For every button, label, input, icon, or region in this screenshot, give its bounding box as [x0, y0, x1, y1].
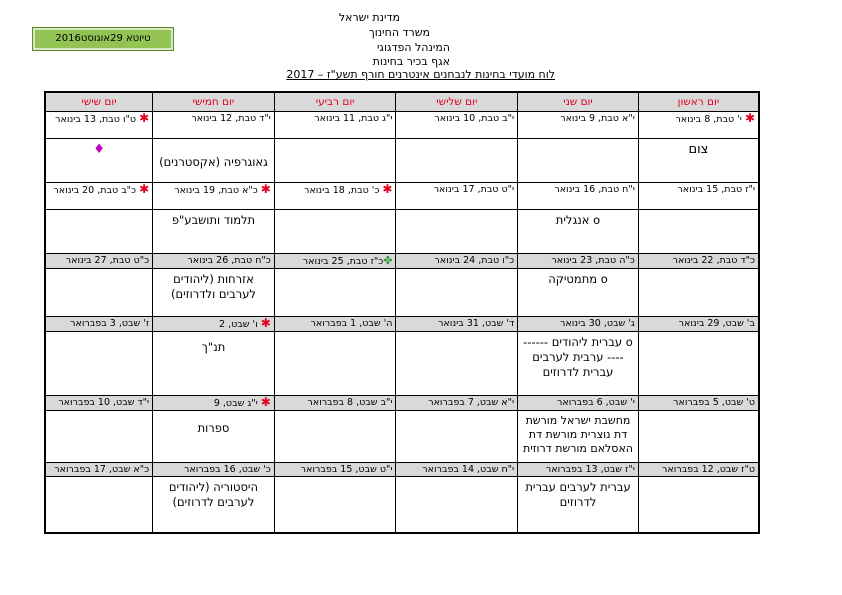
header-line-pedagogic: המינהל הפדגוגי — [376, 41, 450, 54]
subject-cell — [274, 210, 396, 254]
star-icon: ✱ — [139, 182, 150, 196]
subject-cell: מחשבת ישראל מורשת דת נוצרית מורשת דת האסלאם מורשת דרוזית — [518, 411, 639, 463]
day-header: יום ראשון — [638, 92, 759, 112]
subject-cell — [638, 210, 759, 254]
star-icon: ✱ — [139, 111, 150, 125]
date-cell: ✱כ"ב טבת, 20 בינואר — [45, 183, 153, 210]
date-cell: ✱כ' טבת, 18 בינואר — [274, 183, 396, 210]
diamond-icon: ♦ — [93, 142, 105, 157]
table-header-row — [45, 92, 759, 112]
subject-cell — [638, 269, 759, 317]
date-cell: כ"ח טבת, 26 בינואר — [153, 254, 275, 269]
day-header: יום רביעי — [274, 92, 396, 112]
subject-cell — [396, 477, 518, 533]
day-header: יום שני — [518, 92, 639, 112]
subject-cell: תלמוד ותושבע"פ — [153, 210, 275, 254]
subject-cell — [638, 411, 759, 463]
exam-schedule-table — [44, 91, 760, 534]
date-cell: י"ט טבת, 17 בינואר — [396, 183, 518, 210]
header-line-ministry: משרד החינוך — [368, 26, 430, 39]
subject-cell — [274, 332, 396, 396]
date-cell: ✱י"ג שבט, 9 — [153, 396, 275, 411]
date-cell: י"ז טבת, 15 בינואר — [638, 183, 759, 210]
date-cell: ✱י' טבת, 8 בינואר — [638, 112, 759, 139]
subject-cell: גאוגרפיה (אקסטרנים) — [153, 139, 275, 183]
day-header: יום שישי — [45, 92, 153, 112]
subject-cell: o עברית ליהודים ---------- ערבית לערבים עברית לדרוזים — [518, 332, 639, 396]
date-cell: ג' שבט, 30 בינואר — [518, 317, 639, 332]
subject-cell: תנ"ך — [153, 332, 275, 396]
date-cell: ה' שבט, 1 בפברואר — [274, 317, 396, 332]
subject-cell — [45, 139, 153, 183]
date-cell: י"ז שבט, 13 בפברואר — [518, 463, 639, 477]
subject-cell: ספרות — [153, 411, 275, 463]
subject-row — [45, 477, 759, 533]
subject-cell — [396, 269, 518, 317]
subject-cell — [45, 332, 153, 396]
date-cell: כ"ט טבת, 27 בינואר — [45, 254, 153, 269]
date-cell: י"ח טבת, 16 בינואר — [518, 183, 639, 210]
star-icon: ✱ — [744, 111, 755, 125]
subject-cell: אזרחות (ליהודים לערבים ולדרוזים) — [153, 269, 275, 317]
subject-row — [45, 269, 759, 317]
date-cell: י"ט שבט, 15 בפברואר — [274, 463, 396, 477]
star-icon: ✱ — [260, 395, 271, 409]
date-cell: י"ח שבט, 14 בפברואר — [396, 463, 518, 477]
subject-cell — [396, 210, 518, 254]
subject-cell — [45, 210, 153, 254]
draft-badge: טיוטא 29אוגוסט2016 — [32, 27, 174, 51]
subject-cell — [638, 477, 759, 533]
date-cell: כ"ו טבת, 24 בינואר — [396, 254, 518, 269]
subject-row — [45, 139, 759, 183]
subject-cell — [638, 332, 759, 396]
subject-cell: עברית לערבים עברית לדרוזים — [518, 477, 639, 533]
date-row — [45, 317, 759, 332]
subject-cell — [45, 477, 153, 533]
day-header: יום חמישי — [153, 92, 275, 112]
date-cell: ✱ו' שבט, 2 — [153, 317, 275, 332]
subject-cell: צום — [638, 139, 759, 183]
page-title: לוח מועדי בחינות לנבחנים אינטרנים חורף תשע"ז – 2017 — [286, 68, 555, 81]
date-cell: י"ד שבט, 10 בפברואר — [45, 396, 153, 411]
date-row — [45, 396, 759, 411]
date-cell: כ"ה טבת, 23 בינואר — [518, 254, 639, 269]
date-row — [45, 254, 759, 269]
date-cell: ט' שבט, 5 בפברואר — [638, 396, 759, 411]
subject-cell: o מתמטיקה — [518, 269, 639, 317]
header-line-state: מדינת ישראל — [338, 11, 400, 24]
date-cell: ב' שבט, 29 בינואר — [638, 317, 759, 332]
date-cell: י"ג טבת, 11 בינואר — [274, 112, 396, 139]
star-icon: ✱ — [260, 316, 271, 330]
subject-cell — [396, 332, 518, 396]
date-row — [45, 183, 759, 210]
date-cell: י"ב טבת, 10 בינואר — [396, 112, 518, 139]
date-cell: ✱כ"א טבת, 19 בינואר — [153, 183, 275, 210]
date-cell: ✤כ"ז טבת, 25 בינואר — [274, 254, 396, 269]
date-row — [45, 463, 759, 477]
date-cell: ✱ט"ו טבת, 13 בינואר — [45, 112, 153, 139]
subject-cell — [274, 411, 396, 463]
date-cell: י"א טבת, 9 בינואר — [518, 112, 639, 139]
subject-cell: o אנגלית — [518, 210, 639, 254]
date-cell: י' שבט, 6 בפברואר — [518, 396, 639, 411]
subject-cell — [45, 411, 153, 463]
subject-cell — [274, 139, 396, 183]
day-header: יום שלישי — [396, 92, 518, 112]
subject-cell — [518, 139, 639, 183]
date-cell: כ"ד טבת, 22 בינואר — [638, 254, 759, 269]
star-icon: ✱ — [260, 182, 271, 196]
subject-cell — [396, 139, 518, 183]
date-cell: ז' שבט, 3 בפברואר — [45, 317, 153, 332]
date-cell: י"ד טבת, 12 בינואר — [153, 112, 275, 139]
date-cell: כ' שבט, 16 בפברואר — [153, 463, 275, 477]
date-row — [45, 112, 759, 139]
star-icon: ✱ — [382, 182, 393, 196]
date-cell: ד' שבט, 31 בינואר — [396, 317, 518, 332]
subject-cell — [274, 477, 396, 533]
subject-row — [45, 210, 759, 254]
date-cell: י"ב שבט, 8 בפברואר — [274, 396, 396, 411]
subject-row — [45, 411, 759, 463]
date-cell: כ"א שבט, 17 בפברואר — [45, 463, 153, 477]
subject-cell — [274, 269, 396, 317]
subject-cell — [396, 411, 518, 463]
header-line-exams: אגף בכיר בחינות — [372, 55, 450, 68]
date-cell: ט"ז שבט, 12 בפברואר — [638, 463, 759, 477]
green-flower-icon: ✤ — [383, 254, 393, 267]
subject-cell — [45, 269, 153, 317]
subject-row — [45, 332, 759, 396]
date-cell: י"א שבט, 7 בפברואר — [396, 396, 518, 411]
subject-cell: היסטוריה (ליהודים לערבים לדרוזים) — [153, 477, 275, 533]
